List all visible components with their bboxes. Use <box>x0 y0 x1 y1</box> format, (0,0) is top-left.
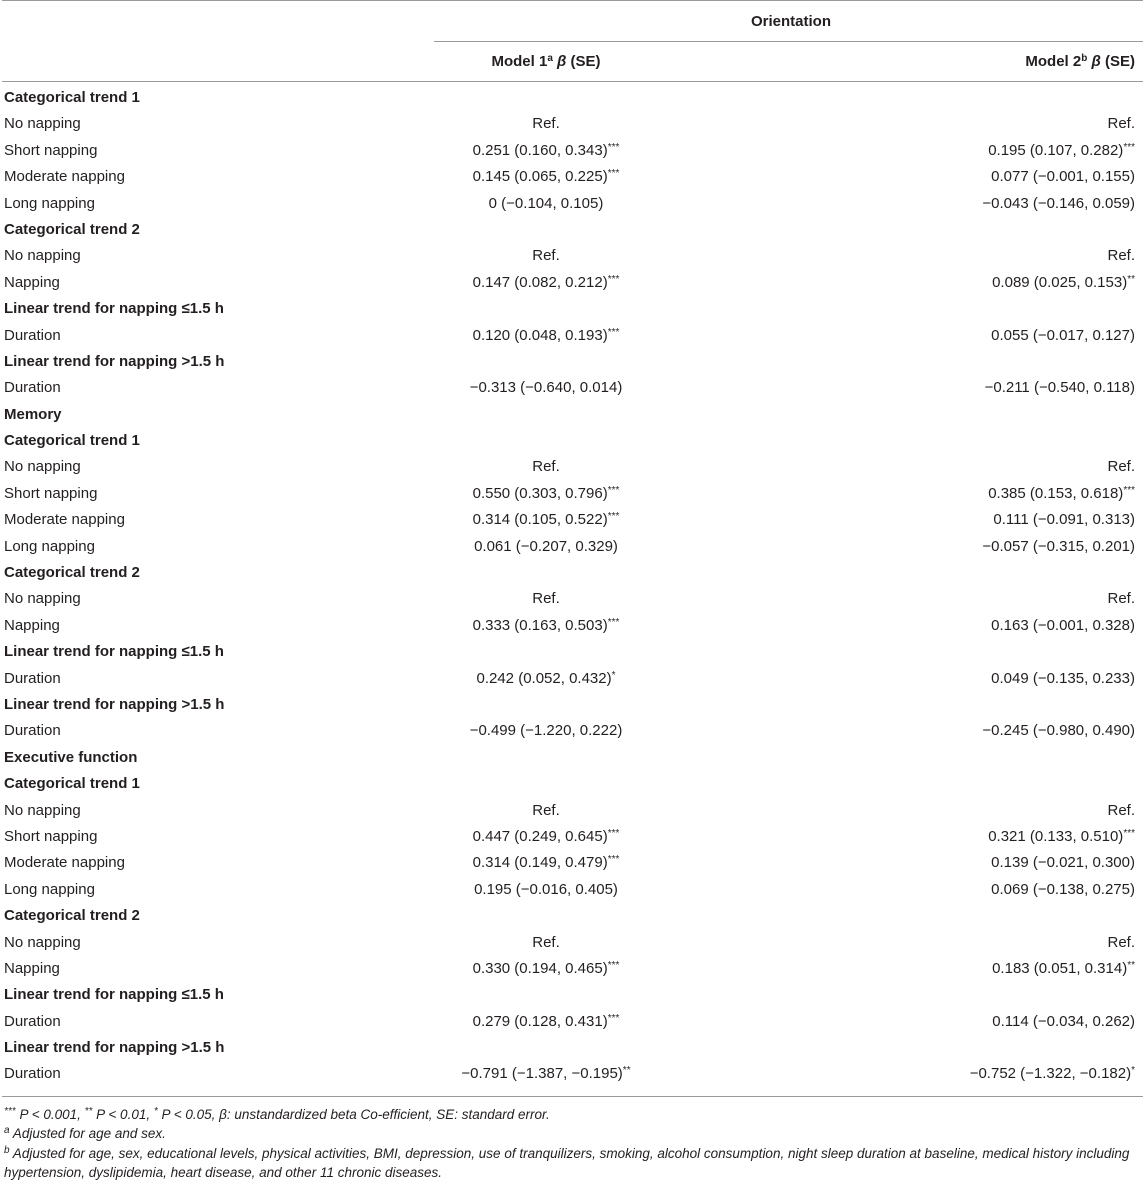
row-label: Long napping <box>4 537 95 555</box>
model2-cell: Ref. <box>1107 590 1135 608</box>
row-label: Moderate napping <box>4 168 125 186</box>
footnote-b: $^b$ Adjusted for age, sex, educational levels, physical activities, BMI, depression, use of tranquilizers, smoking, alcohol consumption, night sleep duration at baseline, medical history including hypertension, dyslipidemia, heart disease, and other 11 chronic diseases. <box>4 1144 1130 1181</box>
table-row <box>2 243 1143 269</box>
subheading: Linear trend for napping >1.5 h <box>4 695 225 713</box>
subheading-row <box>2 771 1143 797</box>
header-model-row <box>2 43 1143 81</box>
subheading: Linear trend for napping >1.5 h <box>4 352 225 370</box>
model1-cell: 0.333 (0.163, 0.503)*** <box>472 616 620 634</box>
model1-cell: 0.145 (0.065, 0.225)*** <box>472 168 620 186</box>
row-label: No napping <box>4 590 81 608</box>
significance-marker: *** <box>607 511 620 523</box>
table-row <box>2 930 1143 956</box>
significance-marker: *** <box>607 854 620 866</box>
model1-cell: Ref. <box>532 247 560 265</box>
subheading: Categorical trend 1 <box>4 775 140 793</box>
row-label: Napping <box>4 959 60 977</box>
table-row <box>2 666 1143 692</box>
section-heading-row <box>2 745 1143 771</box>
model1-cell: 0.550 (0.303, 0.796)*** <box>472 484 620 502</box>
table-row <box>2 138 1143 164</box>
subheading-row <box>2 217 1143 243</box>
model2-cell: −0.245 (−0.980, 0.490) <box>982 722 1135 740</box>
significance-marker: ** <box>1127 273 1135 285</box>
table-row <box>2 586 1143 612</box>
subheading-row <box>2 982 1143 1008</box>
row-label: Long napping <box>4 880 95 898</box>
model1-cell: 0.195 (−0.016, 0.405) <box>474 880 618 898</box>
model2-cell: Ref. <box>1107 115 1135 133</box>
model2-cell: 0.321 (0.133, 0.510)*** <box>988 827 1135 845</box>
model1-cell: 0.061 (−0.207, 0.329) <box>474 537 618 555</box>
model2-cell: 0.049 (−0.135, 0.233) <box>991 669 1135 687</box>
table-row <box>2 481 1143 507</box>
model2-cell: −0.057 (−0.315, 0.201) <box>982 537 1135 555</box>
significance-marker: *** <box>607 1012 620 1024</box>
model1-cell: 0.330 (0.194, 0.465)*** <box>472 959 620 977</box>
subheading: Categorical trend 2 <box>4 220 140 238</box>
table-row <box>2 534 1143 560</box>
table-row <box>2 877 1143 903</box>
row-label: Napping <box>4 616 60 634</box>
row-label: Duration <box>4 722 61 740</box>
model2-cell: 0.183 (0.051, 0.314)** <box>992 959 1135 977</box>
model1-header: Model 1$^a$ β (SE) <box>491 53 601 70</box>
table-row <box>2 824 1143 850</box>
model2-cell: 0.111 (−0.091, 0.313) <box>993 511 1135 529</box>
row-label: Long napping <box>4 194 95 212</box>
subheading-row <box>2 560 1143 586</box>
footnotes <box>4 1105 1145 1183</box>
model2-cell: 0.077 (−0.001, 0.155) <box>991 168 1135 186</box>
subheading-row <box>2 349 1143 375</box>
row-label: Duration <box>4 379 61 397</box>
significance-marker: *** <box>607 326 620 338</box>
subheading-row <box>2 639 1143 665</box>
significance-marker: *** <box>607 616 620 628</box>
significance-marker: *** <box>607 959 620 971</box>
group-header-rule <box>434 41 1143 42</box>
significance-marker: *** <box>1123 141 1135 153</box>
subheading: Linear trend for napping ≤1.5 h <box>4 986 224 1004</box>
subheading-row <box>2 692 1143 718</box>
row-label: Short napping <box>4 141 98 159</box>
section-heading-row <box>2 402 1143 428</box>
model2-cell: Ref. <box>1107 247 1135 265</box>
subheading: Categorical trend 1 <box>4 89 140 106</box>
subheading-row <box>2 903 1143 929</box>
table-row <box>2 270 1143 296</box>
significance-marker: *** <box>607 827 620 839</box>
significance-marker: * <box>1131 1065 1135 1077</box>
row-label: Duration <box>4 669 61 687</box>
model1-cell: 0.251 (0.160, 0.343)*** <box>472 141 620 159</box>
significance-marker: *** <box>1123 484 1135 496</box>
table-row <box>2 1061 1143 1087</box>
table-row <box>2 454 1143 480</box>
subheading: Linear trend for napping >1.5 h <box>4 1039 225 1057</box>
model2-cell: 0.114 (−0.034, 0.262) <box>992 1012 1135 1030</box>
results-table <box>2 0 1143 1097</box>
table-body <box>2 82 1143 1096</box>
table-row <box>2 375 1143 401</box>
significance-marker: * <box>611 669 616 681</box>
subheading: Linear trend for napping ≤1.5 h <box>4 643 224 661</box>
model2-cell: 0.163 (−0.001, 0.328) <box>991 616 1135 634</box>
model2-cell: 0.385 (0.153, 0.618)*** <box>988 484 1135 502</box>
model1-cell: Ref. <box>532 933 560 951</box>
model2-cell: 0.069 (−0.138, 0.275) <box>991 880 1135 898</box>
model2-cell: Ref. <box>1107 458 1135 476</box>
footnote-a: $^a$ Adjusted for age and sex. <box>4 1125 166 1142</box>
subheading: Categorical trend 1 <box>4 432 140 450</box>
header-group-row <box>2 1 1143 43</box>
significance-footnote: *** P < 0.001, ** P < 0.01, * P < 0.05, β: unstandardized beta Co-efficient, SE: standard error. <box>4 1105 550 1122</box>
row-label: No napping <box>4 247 81 265</box>
model1-cell: 0.279 (0.128, 0.431)*** <box>472 1012 620 1030</box>
row-label: Duration <box>4 326 61 344</box>
significance-marker: *** <box>607 273 620 285</box>
row-label: No napping <box>4 933 81 951</box>
model2-cell: −0.752 (−1.322, −0.182)* <box>969 1065 1135 1083</box>
row-label: No napping <box>4 801 81 819</box>
table-row <box>2 798 1143 824</box>
model2-cell: 0.089 (0.025, 0.153)** <box>992 273 1135 291</box>
subheading: Categorical trend 2 <box>4 907 140 925</box>
significance-marker: ** <box>1127 959 1135 971</box>
significance-marker: *** <box>607 141 620 153</box>
model2-cell: 0.139 (−0.021, 0.300) <box>991 854 1135 872</box>
table-row <box>2 1009 1143 1035</box>
model1-cell: Ref. <box>532 115 560 133</box>
subheading-row <box>2 296 1143 322</box>
table-row <box>2 191 1143 217</box>
significance-marker: ** <box>622 1065 631 1077</box>
subheading-row <box>2 85 1143 111</box>
model1-cell: 0.314 (0.105, 0.522)*** <box>472 511 620 529</box>
significance-marker: *** <box>1123 827 1135 839</box>
table-row <box>2 164 1143 190</box>
table-row <box>2 111 1143 137</box>
subheading: Categorical trend 2 <box>4 564 140 582</box>
model1-cell: −0.791 (−1.387, −0.195)** <box>461 1065 631 1083</box>
significance-marker: *** <box>607 484 620 496</box>
model1-cell: −0.313 (−0.640, 0.014) <box>469 379 623 397</box>
model1-cell: 0.447 (0.249, 0.645)*** <box>472 827 620 845</box>
model2-header: Model 2$^b$ β (SE) <box>1025 53 1135 70</box>
orientation-group-header: Orientation <box>750 13 832 30</box>
model1-cell: −0.499 (−1.220, 0.222) <box>469 722 623 740</box>
row-label: No napping <box>4 458 81 476</box>
table-row <box>2 718 1143 744</box>
model1-cell: 0.314 (0.149, 0.479)*** <box>472 854 620 872</box>
model1-cell: Ref. <box>532 590 560 608</box>
row-label: No napping <box>4 115 81 133</box>
model2-cell: −0.043 (−0.146, 0.059) <box>982 194 1135 212</box>
model2-cell: Ref. <box>1107 801 1135 819</box>
model1-cell: 0.242 (0.052, 0.432)* <box>476 669 616 687</box>
row-label: Moderate napping <box>4 511 125 529</box>
subheading-row <box>2 428 1143 454</box>
model1-cell: 0 (−0.104, 0.105) <box>488 194 604 212</box>
row-label: Short napping <box>4 827 98 845</box>
table-row <box>2 507 1143 533</box>
table-row <box>2 850 1143 876</box>
table-row <box>2 956 1143 982</box>
section-heading: Executive function <box>4 748 138 766</box>
subheading: Linear trend for napping ≤1.5 h <box>4 300 224 318</box>
model2-cell: 0.055 (−0.017, 0.127) <box>991 326 1135 344</box>
model2-cell: Ref. <box>1107 933 1135 951</box>
row-label: Short napping <box>4 484 98 502</box>
row-label: Napping <box>4 273 60 291</box>
significance-marker: *** <box>607 168 620 180</box>
row-label: Moderate napping <box>4 854 125 872</box>
row-label: Duration <box>4 1012 61 1030</box>
model2-cell: −0.211 (−0.540, 0.118) <box>984 379 1135 397</box>
section-heading: Memory <box>4 405 62 423</box>
table-row <box>2 613 1143 639</box>
model1-cell: Ref. <box>532 458 560 476</box>
model1-cell: Ref. <box>532 801 560 819</box>
bottom-rule <box>2 1096 1143 1097</box>
model2-cell: 0.195 (0.107, 0.282)*** <box>988 141 1135 159</box>
model1-cell: 0.120 (0.048, 0.193)*** <box>472 326 620 344</box>
table-row <box>2 323 1143 349</box>
model1-cell: 0.147 (0.082, 0.212)*** <box>472 273 620 291</box>
row-label: Duration <box>4 1065 61 1083</box>
subheading-row <box>2 1035 1143 1061</box>
